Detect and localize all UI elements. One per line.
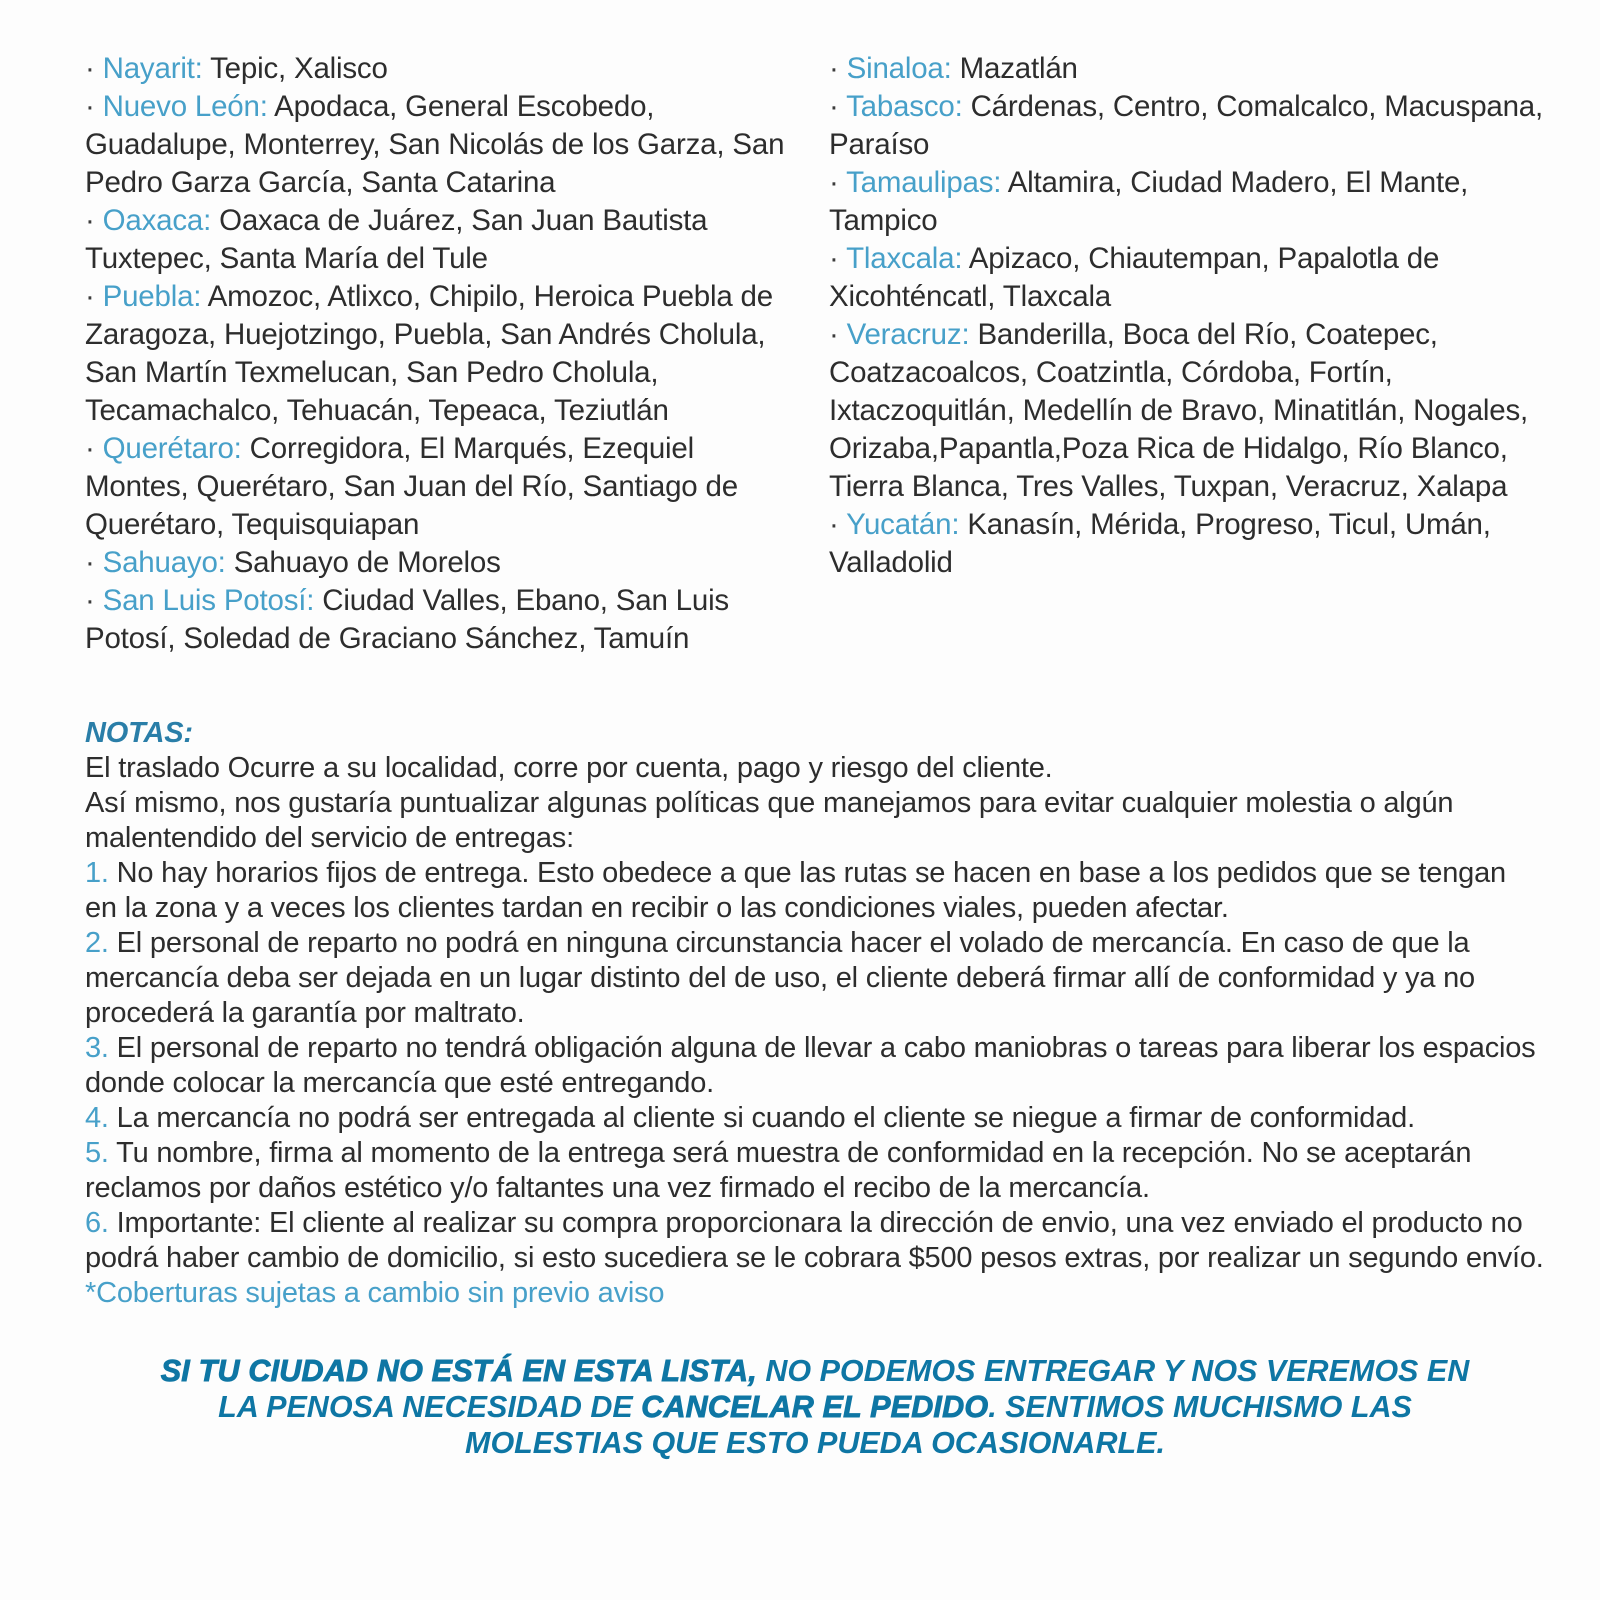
city-list: Apodaca, General Escobedo, Guadalupe, Monterrey, San Nicolás de los Garza, San Pedro Garza García, Santa Catarina — [85, 90, 785, 199]
notes-items — [85, 856, 1545, 1276]
bullet-icon: · — [829, 508, 847, 541]
city-list: Kanasín, Mérida, Progreso, Ticul, Umán, Valladolid — [829, 508, 1491, 579]
city-list: Oaxaca de Juárez, San Juan Bautista Tuxtepec, Santa María del Tule — [85, 204, 708, 275]
note-item — [85, 1031, 1545, 1101]
coverage-entry — [829, 506, 1545, 582]
bullet-icon: · — [829, 242, 847, 275]
state-name: Puebla: — [102, 280, 208, 313]
note-item — [85, 1136, 1545, 1206]
note-text: Importante: El cliente al realizar su compra proporcionara la dirección de envio, una vez enviado el producto no podrá haber cambio de domicilio, si esto sucediera se le cobrara $500 pesos extras, por realizar un segundo envío. — [85, 1207, 1544, 1274]
state-name: Nayarit: — [102, 52, 211, 85]
coverage-entry — [85, 88, 801, 202]
note-item — [85, 1206, 1545, 1276]
note-text: El personal de reparto no podrá en ninguna circunstancia hacer el volado de mercancía. En caso de que la mercancía deba ser dejada en un lugar distinto del de uso, el cliente deberá firmar allí de conformidad y ya no procederá la garantía por maltrato. — [85, 927, 1475, 1029]
footer-regular-1: NO PODEMOS ENTREGAR Y NOS VEREMOS EN LA PENOSA NECESIDAD DE — [218, 1354, 1470, 1424]
coverage-entry — [85, 202, 801, 278]
coverage-entry — [85, 278, 801, 430]
city-list: Altamira, Ciudad Madero, El Mante, Tampico — [829, 166, 1469, 237]
bullet-icon: · — [829, 166, 847, 199]
city-list: Mazatlán — [959, 52, 1078, 85]
coverage-entry — [829, 240, 1545, 316]
city-list: Tepic, Xalisco — [210, 52, 388, 85]
city-list: Ciudad Valles, Ebano, San Luis Potosí, Soledad de Graciano Sánchez, Tamuín — [85, 584, 729, 655]
state-name: Tabasco: — [846, 90, 971, 123]
note-item — [85, 1101, 1545, 1136]
bullet-icon: · — [85, 432, 103, 465]
footer-strong-2: CANCELAR EL PEDIDO — [641, 1390, 989, 1424]
note-text: El personal de reparto no tendrá obligación alguna de llevar a cabo maniobras o tareas para liberar los espacios donde colocar la mercancía que esté entregando. — [85, 1032, 1536, 1099]
coverage-entry — [85, 430, 801, 544]
note-text: No hay horarios fijos de entrega. Esto obedece a que las rutas se hacen en base a los pedidos que se tengan en la zona y a veces los clientes tardan en recibir o las condiciones viales, pueden afectar. — [85, 857, 1506, 924]
bullet-icon: · — [829, 52, 847, 85]
note-item — [85, 856, 1545, 926]
state-name: Sinaloa: — [846, 52, 960, 85]
note-text: La mercancía no podrá ser entregada al cliente si cuando el cliente se niegue a firmar de conformidad. — [116, 1102, 1415, 1134]
coverage-entry — [85, 544, 801, 582]
bullet-icon: · — [85, 280, 103, 313]
coverage-entry — [829, 316, 1545, 506]
notes-intro-2: Así mismo, nos gustaría puntualizar algunas políticas que manejamos para evitar cualquier molestia o algún malentendido del servicio de entregas: — [85, 787, 1454, 854]
state-name: Sahuayo: — [102, 546, 234, 579]
state-name: Veracruz: — [846, 318, 978, 351]
bullet-icon: · — [85, 204, 103, 237]
bullet-icon: · — [829, 318, 847, 351]
state-name: Querétaro: — [102, 432, 250, 465]
note-number: 1. — [85, 857, 117, 889]
note-number: 6. — [85, 1207, 117, 1239]
coverage-disclaimer: *Coberturas sujetas a cambio sin previo aviso — [85, 1277, 665, 1309]
coverage-entry — [829, 164, 1545, 240]
note-text: Tu nombre, firma al momento de la entrega será muestra de conformidad en la recepción. No se aceptarán reclamos por daños estético y/o faltantes una vez firmado el recibo de la mercancía. — [85, 1137, 1472, 1204]
bullet-icon: · — [85, 584, 103, 617]
city-list: Apizaco, Chiautempan, Papalotla de Xicohténcatl, Tlaxcala — [829, 242, 1440, 313]
coverage-entry — [85, 50, 801, 88]
notes-section — [85, 716, 1545, 1311]
coverage-entry — [829, 88, 1545, 164]
note-number: 2. — [85, 927, 117, 959]
state-name: Tlaxcala: — [846, 242, 969, 275]
notes-heading: NOTAS: — [85, 717, 193, 749]
state-name: Oaxaca: — [102, 204, 220, 237]
city-list: Cárdenas, Centro, Comalcalco, Macuspana, Paraíso — [829, 90, 1544, 161]
state-name: Yucatán: — [846, 508, 968, 541]
note-number: 5. — [85, 1137, 117, 1169]
state-name: San Luis Potosí: — [102, 584, 323, 617]
bullet-icon: · — [85, 90, 103, 123]
footer-banner — [85, 1353, 1545, 1461]
bullet-icon: · — [85, 52, 103, 85]
bullet-icon: · — [85, 546, 103, 579]
coverage-columns — [85, 50, 1545, 708]
note-number: 4. — [85, 1102, 117, 1134]
coverage-left-column — [85, 50, 801, 658]
coverage-right-column — [829, 50, 1545, 582]
footer-regular-2: . SENTIMOS MUCHISMO LAS MOLESTIAS QUE ESTO PUEDA OCASIONARLE. — [465, 1390, 1412, 1460]
city-list: Amozoc, Atlixco, Chipilo, Heroica Puebla de Zaragoza, Huejotzingo, Puebla, San Andrés Cholula, San Martín Texmelucan, San Pedro Cholula, Tecamachalco, Tehuacán, Tepeaca, Teziutlán — [85, 280, 773, 427]
state-name: Tamaulipas: — [846, 166, 1008, 199]
city-list: Banderilla, Boca del Río, Coatepec, Coatzacoalcos, Coatzintla, Córdoba, Fortín, Ixtaczoquitlán, Medellín de Bravo, Minatitlán, Nogales, Orizaba,Papantla,Poza Rica de Hidalgo, Río Blanco, Tierra Blanca, Tres Valles, Tuxpan, Veracruz, Xalapa — [829, 318, 1529, 503]
note-number: 3. — [85, 1032, 117, 1064]
footer-strong-1: SI TU CIUDAD NO ESTÁ EN ESTA LISTA, — [160, 1354, 757, 1388]
note-item — [85, 926, 1545, 1031]
city-list: Sahuayo de Morelos — [233, 546, 501, 579]
coverage-entry — [85, 582, 801, 658]
state-name: Nuevo León: — [102, 90, 275, 123]
notes-intro-1: El traslado Ocurre a su localidad, corre por cuenta, pago y riesgo del cliente. — [85, 752, 1053, 784]
city-list: Corregidora, El Marqués, Ezequiel Montes, Querétaro, San Juan del Río, Santiago de Querétaro, Tequisquiapan — [85, 432, 738, 541]
bullet-icon: · — [829, 90, 847, 123]
coverage-entry — [829, 50, 1545, 88]
